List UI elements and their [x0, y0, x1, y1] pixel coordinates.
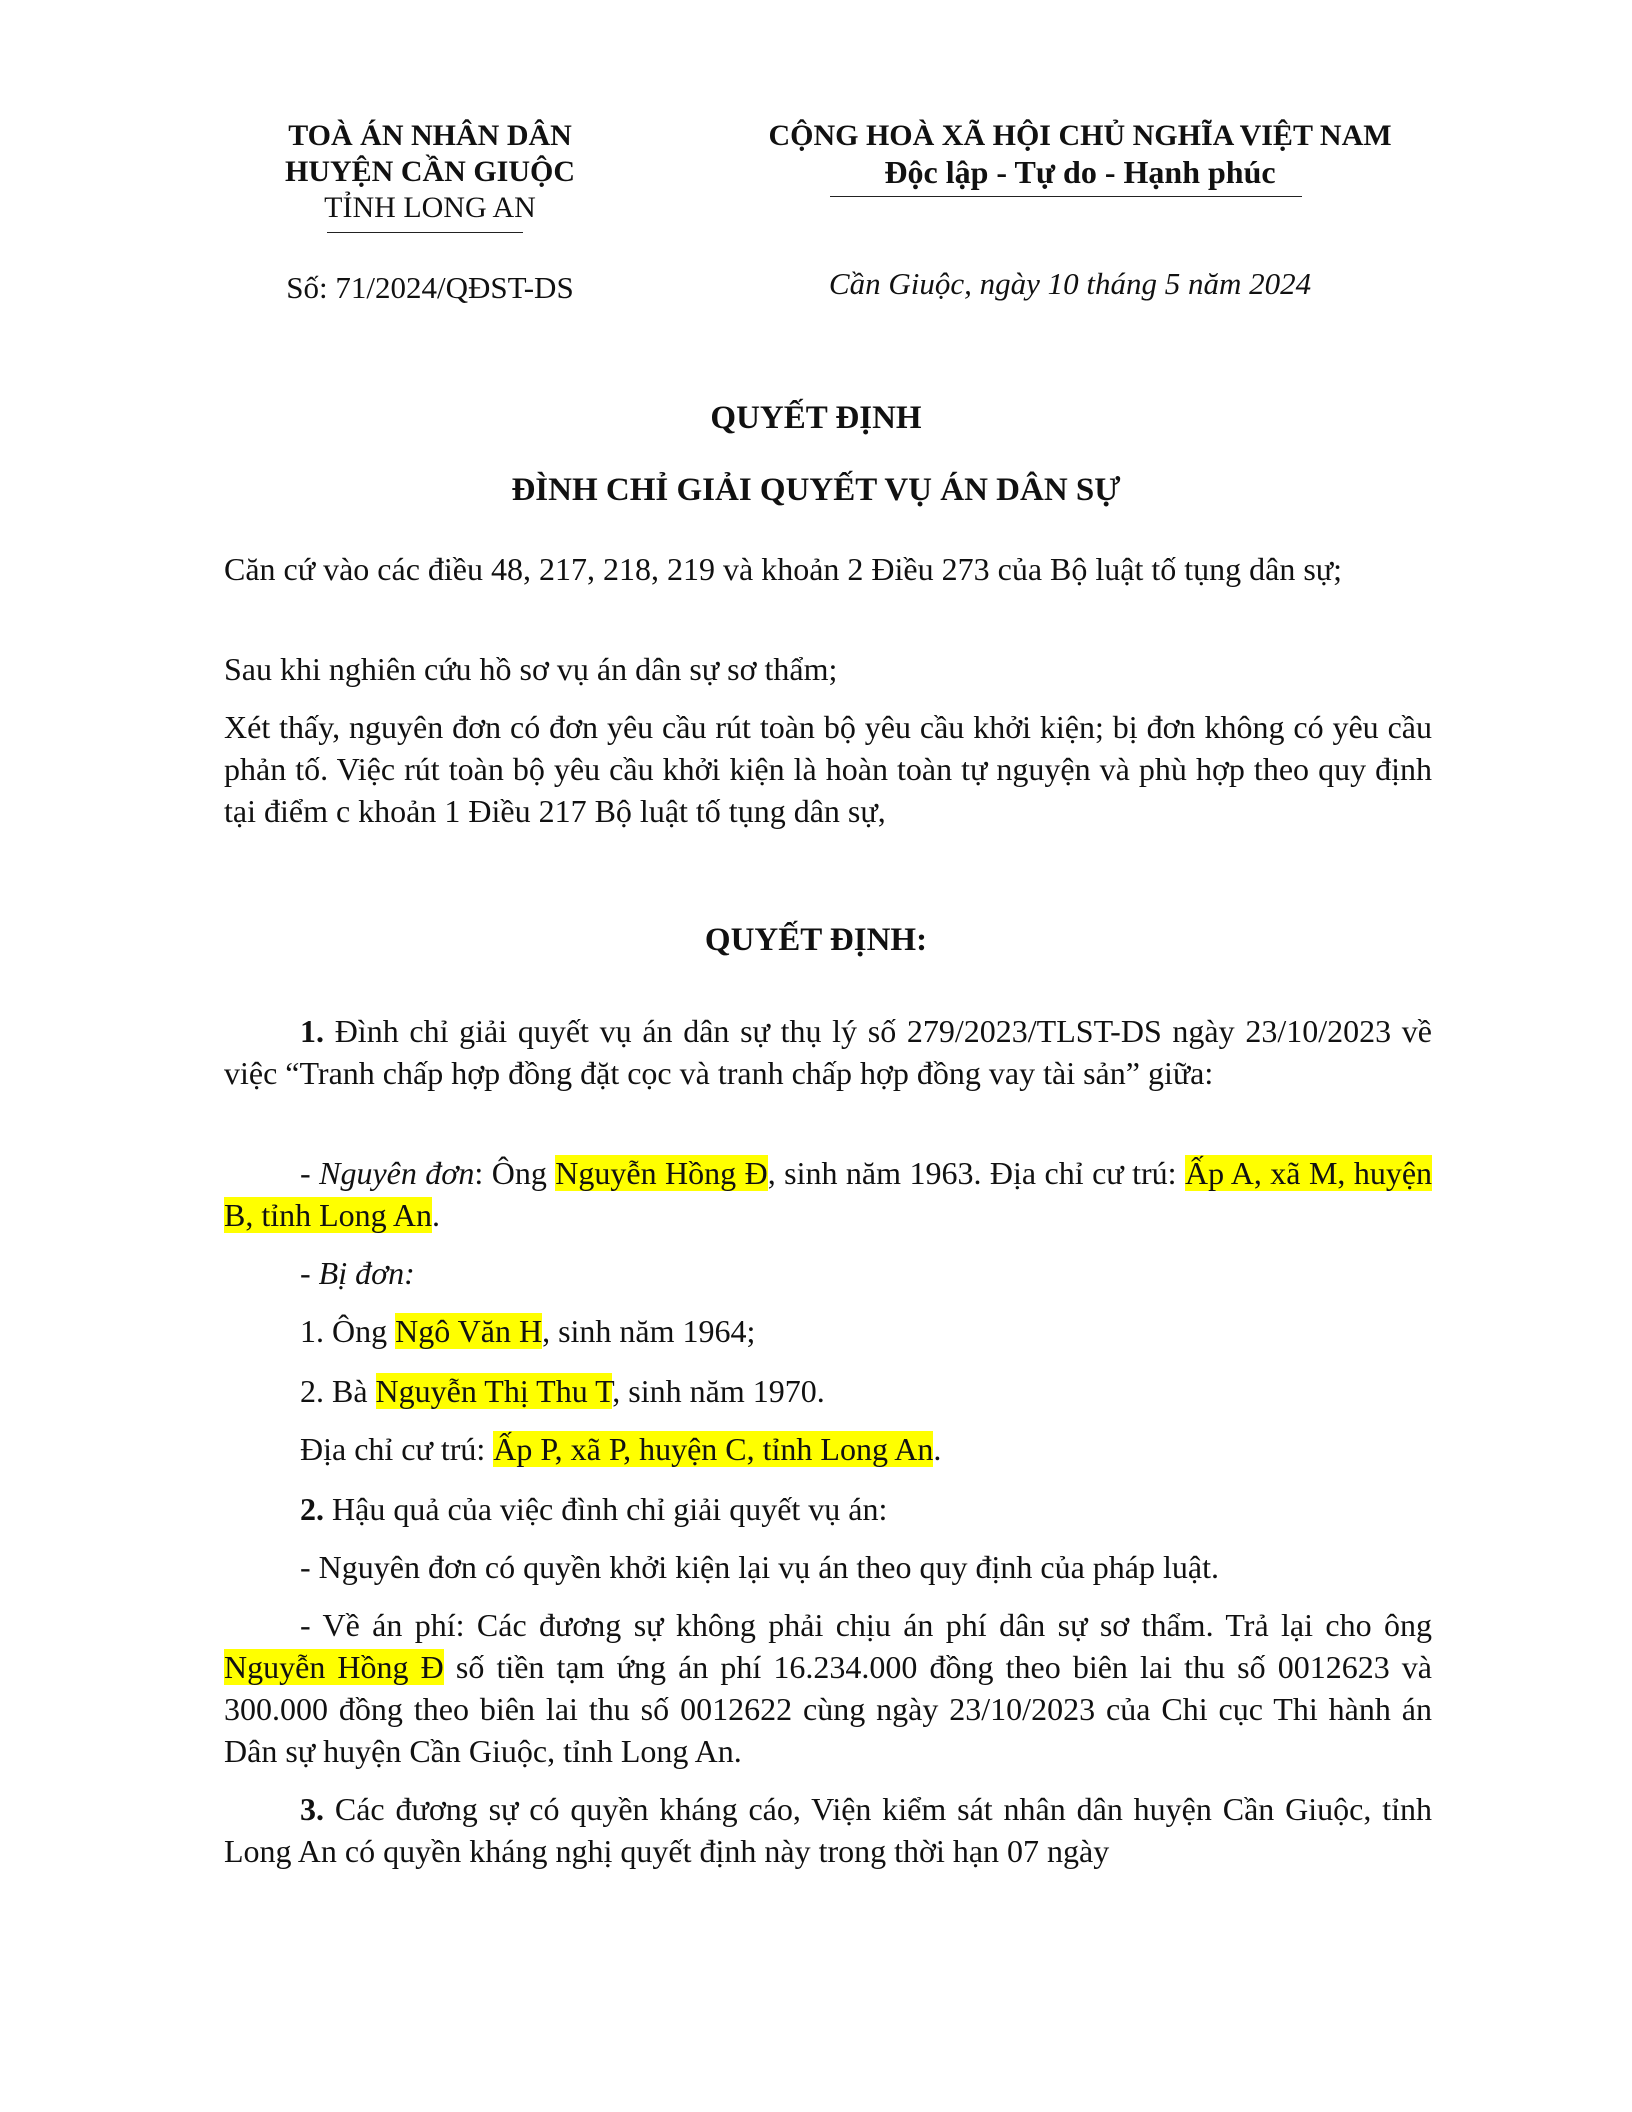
- plaintiff-address: Ấp A, xã M, huyện B, tỉnh Long An: [224, 1155, 1433, 1233]
- defendant-2-name: Nguyễn Thị Thu T: [375, 1373, 613, 1409]
- item-3-text: Các đương sự có quyền kháng cáo, Viện kiểm sát nhân dân huyện Cần Giuộc, tỉnh Long An có quyền kháng nghị quyết định này trong thời hạn 07 ngày: [224, 1791, 1432, 1869]
- document-date: Cần Giuộc, ngày 10 tháng 5 năm 2024: [828, 266, 1312, 301]
- defendant-1-after: , sinh năm 1964;: [542, 1313, 756, 1349]
- item-3-paragraph: [224, 1788, 1432, 1872]
- defendant-address-end: .: [933, 1431, 942, 1467]
- court-name-line2: HUYỆN CẦN GIUỘC: [284, 155, 575, 188]
- plaintiff-name: Nguyễn Hồng Đ: [555, 1155, 768, 1191]
- defendant-2: [300, 1370, 825, 1412]
- preamble-paragraph-2: Sau khi nghiên cứu hồ sơ vụ án dân sự sơ thẩm;: [224, 651, 838, 687]
- page-title: QUYẾT ĐỊNH: [710, 400, 922, 436]
- item-2-line-1: - Nguyên đơn có quyền khởi kiện lại vụ án theo quy định của pháp luật.: [300, 1549, 1219, 1585]
- court-header: [230, 118, 630, 226]
- defendant-2-after: , sinh năm 1970.: [612, 1373, 825, 1409]
- national-header: [720, 118, 1440, 190]
- defendant-1-prefix: 1. Ông: [300, 1313, 396, 1349]
- court-fee-before: - Về án phí: Các đương sự không phải chịu án phí dân sự sơ thẩm. Trả lại cho ông: [300, 1607, 1432, 1643]
- court-header-rule: [327, 232, 523, 233]
- item-3-number: 3.: [300, 1791, 324, 1827]
- plaintiff-after: , sinh năm 1963. Địa chỉ cư trú:: [767, 1155, 1185, 1191]
- plaintiff-mid: : Ông: [474, 1155, 556, 1191]
- plaintiff-paragraph: [224, 1152, 1432, 1236]
- court-fee-after: số tiền tạm ứng án phí 16.234.000 đồng theo biên lai thu số 0012623 và 300.000 đồng theo biên lai thu số 0012622 cùng ngày 23/10/2023 của Chi cục Thi hành án Dân sự huyện Cần Giuộc, tỉnh Long An.: [224, 1649, 1433, 1769]
- defendant-1-name: Ngô Văn H: [395, 1313, 543, 1349]
- court-name-line1: TOÀ ÁN NHÂN DÂN: [288, 119, 572, 152]
- national-motto: Độc lập - Tự do - Hạnh phúc: [884, 154, 1276, 190]
- item-2-number: 2.: [300, 1491, 324, 1527]
- item-2-paragraph: [300, 1488, 887, 1530]
- defendant-address-prefix: Địa chỉ cư trú:: [300, 1431, 494, 1467]
- item-2-text: Hậu quả của việc đình chỉ giải quyết vụ án:: [324, 1491, 888, 1527]
- item-1-text: Đình chỉ giải quyết vụ án dân sự thụ lý số 279/2023/TLST-DS ngày 23/10/2023 về việc “Tranh chấp hợp đồng đặt cọc và tranh chấp hợp đồng vay tài sản” giữa:: [224, 1013, 1432, 1091]
- court-fee-paragraph: [224, 1604, 1432, 1772]
- document-number: Số: 71/2024/QĐST-DS: [286, 270, 574, 305]
- item-1-number: 1.: [300, 1013, 324, 1049]
- defendant-1: [300, 1310, 755, 1352]
- defendant-address: [300, 1428, 941, 1470]
- court-name-line3: TỈNH LONG AN: [324, 191, 536, 224]
- item-1-paragraph: [224, 1010, 1432, 1094]
- plaintiff-end: .: [432, 1197, 441, 1233]
- court-fee-name: Nguyễn Hồng Đ: [224, 1649, 444, 1685]
- national-title: CỘNG HOÀ XÃ HỘI CHỦ NGHĨA VIỆT NAM: [768, 119, 1392, 152]
- defendant-2-prefix: 2. Bà: [300, 1373, 376, 1409]
- page-subtitle: ĐÌNH CHỈ GIẢI QUYẾT VỤ ÁN DÂN SỰ: [511, 472, 1121, 508]
- plaintiff-prefix: -: [300, 1155, 320, 1191]
- defendant-address-value: Ấp P, xã P, huyện C, tỉnh Long An: [493, 1431, 934, 1467]
- preamble-paragraph-1: Căn cứ vào các điều 48, 217, 218, 219 và khoản 2 Điều 273 của Bộ luật tố tụng dân sự;: [224, 551, 1343, 587]
- preamble-paragraph-3: Xét thấy, nguyên đơn có đơn yêu cầu rút toàn bộ yêu cầu khởi kiện; bị đơn không có yêu cầu phản tố. Việc rút toàn bộ yêu cầu khởi kiện là hoàn toàn tự nguyện và phù hợp theo quy định tại điểm c khoản 1 Điều 217 Bộ luật tố tụng dân sự,: [224, 709, 1432, 829]
- national-motto-rule: [830, 196, 1302, 197]
- decision-heading: QUYẾT ĐỊNH:: [704, 922, 928, 958]
- plaintiff-label: Nguyên đơn: [319, 1155, 475, 1191]
- defendant-label: - Bị đơn:: [300, 1255, 415, 1291]
